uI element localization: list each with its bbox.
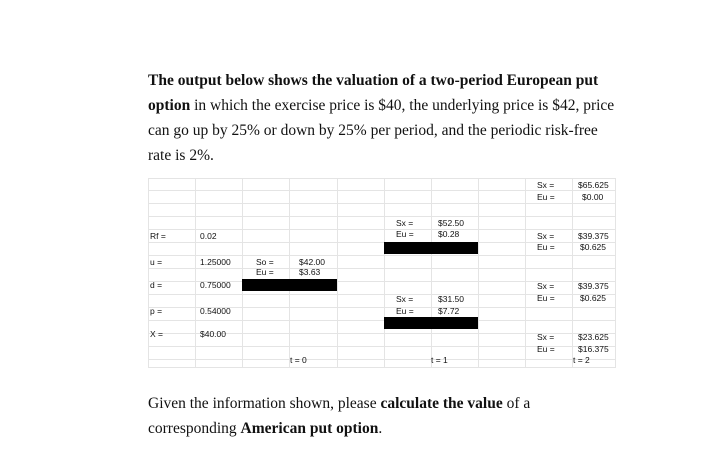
node-t2-dd-eu-label: Eu = [537,344,555,354]
node-t1-up-eu-value: $0.28 [438,229,460,239]
spreadsheet [148,178,616,368]
node-t2-du-s-value: $39.375 [578,281,609,291]
node-t2-uu-eu-value: $0.00 [582,192,604,202]
node-t2-dd-s-label: Sx = [537,332,555,342]
question-bold-2: American put option [240,420,379,437]
param-value-d: 0.75000 [200,280,231,290]
node-t2-uu-eu-label: Eu = [537,192,555,202]
node-t0-eu-label: Eu = [256,267,274,277]
intro-text: in which the exercise price is $40, the underlying price is $42, price can go up by 25% or down by 25% per period, and the periodic risk-free rate is 2%. [148,97,615,164]
node-t0-blackout [242,279,337,291]
node-t1-up-s-value: $52.50 [438,218,464,228]
node-t1-down-eu-value: $7.72 [438,306,460,316]
node-t2-uu-s-value: $65.625 [578,180,609,190]
param-value-rf: 0.02 [200,231,217,241]
node-t0-s-label: So = [256,257,274,267]
question-bold-1: calculate the value [380,395,503,412]
node-t2-dd-s-value: $23.625 [578,332,609,342]
question-paragraph [148,391,618,441]
param-value-x: $40.00 [200,329,226,339]
question-text-1: Given the information shown, please [148,395,381,412]
time-label-t1: t = 1 [431,355,448,365]
intro-paragraph [148,68,618,168]
node-t2-ud-eu-label: Eu = [537,242,555,252]
param-label-rf: Rf = [150,231,166,241]
param-label-d: d = [150,280,163,290]
node-t0-eu-value: $3.63 [299,267,321,277]
node-t1-down-s-label: Sx = [396,294,414,304]
param-label-x: X = [150,329,163,339]
node-t2-ud-s-value: $39.375 [578,231,609,241]
node-t2-du-eu-value: $0.625 [580,293,606,303]
intro-bold: The output below shows the valuation of a two-period European put option [148,72,599,114]
param-label-u: u = [150,257,163,267]
node-t2-ud-s-label: Sx = [537,231,555,241]
node-t1-up-s-label: Sx = [396,218,414,228]
node-t1-down-eu-label: Eu = [396,306,414,316]
question-text-2: of a corresponding [148,395,531,437]
node-t2-du-eu-label: Eu = [537,293,555,303]
node-t2-uu-s-label: Sx = [537,180,555,190]
param-value-p: 0.54000 [200,306,231,316]
time-label-t2: t = 2 [573,355,590,365]
node-t2-du-s-label: Sx = [537,281,555,291]
node-t0-s-value: $42.00 [299,257,325,267]
param-value-u: 1.25000 [200,257,231,267]
node-t1-up-blackout [384,242,478,254]
node-t2-dd-eu-value: $16.375 [578,344,609,354]
node-t2-ud-eu-value: $0.625 [580,242,606,252]
node-t1-down-s-value: $31.50 [438,294,464,304]
node-t1-down-blackout [384,317,478,329]
param-label-p: p = [150,306,163,316]
time-label-t0: t = 0 [290,355,307,365]
question-text-3: . [378,420,383,437]
node-t1-up-eu-label: Eu = [396,229,414,239]
